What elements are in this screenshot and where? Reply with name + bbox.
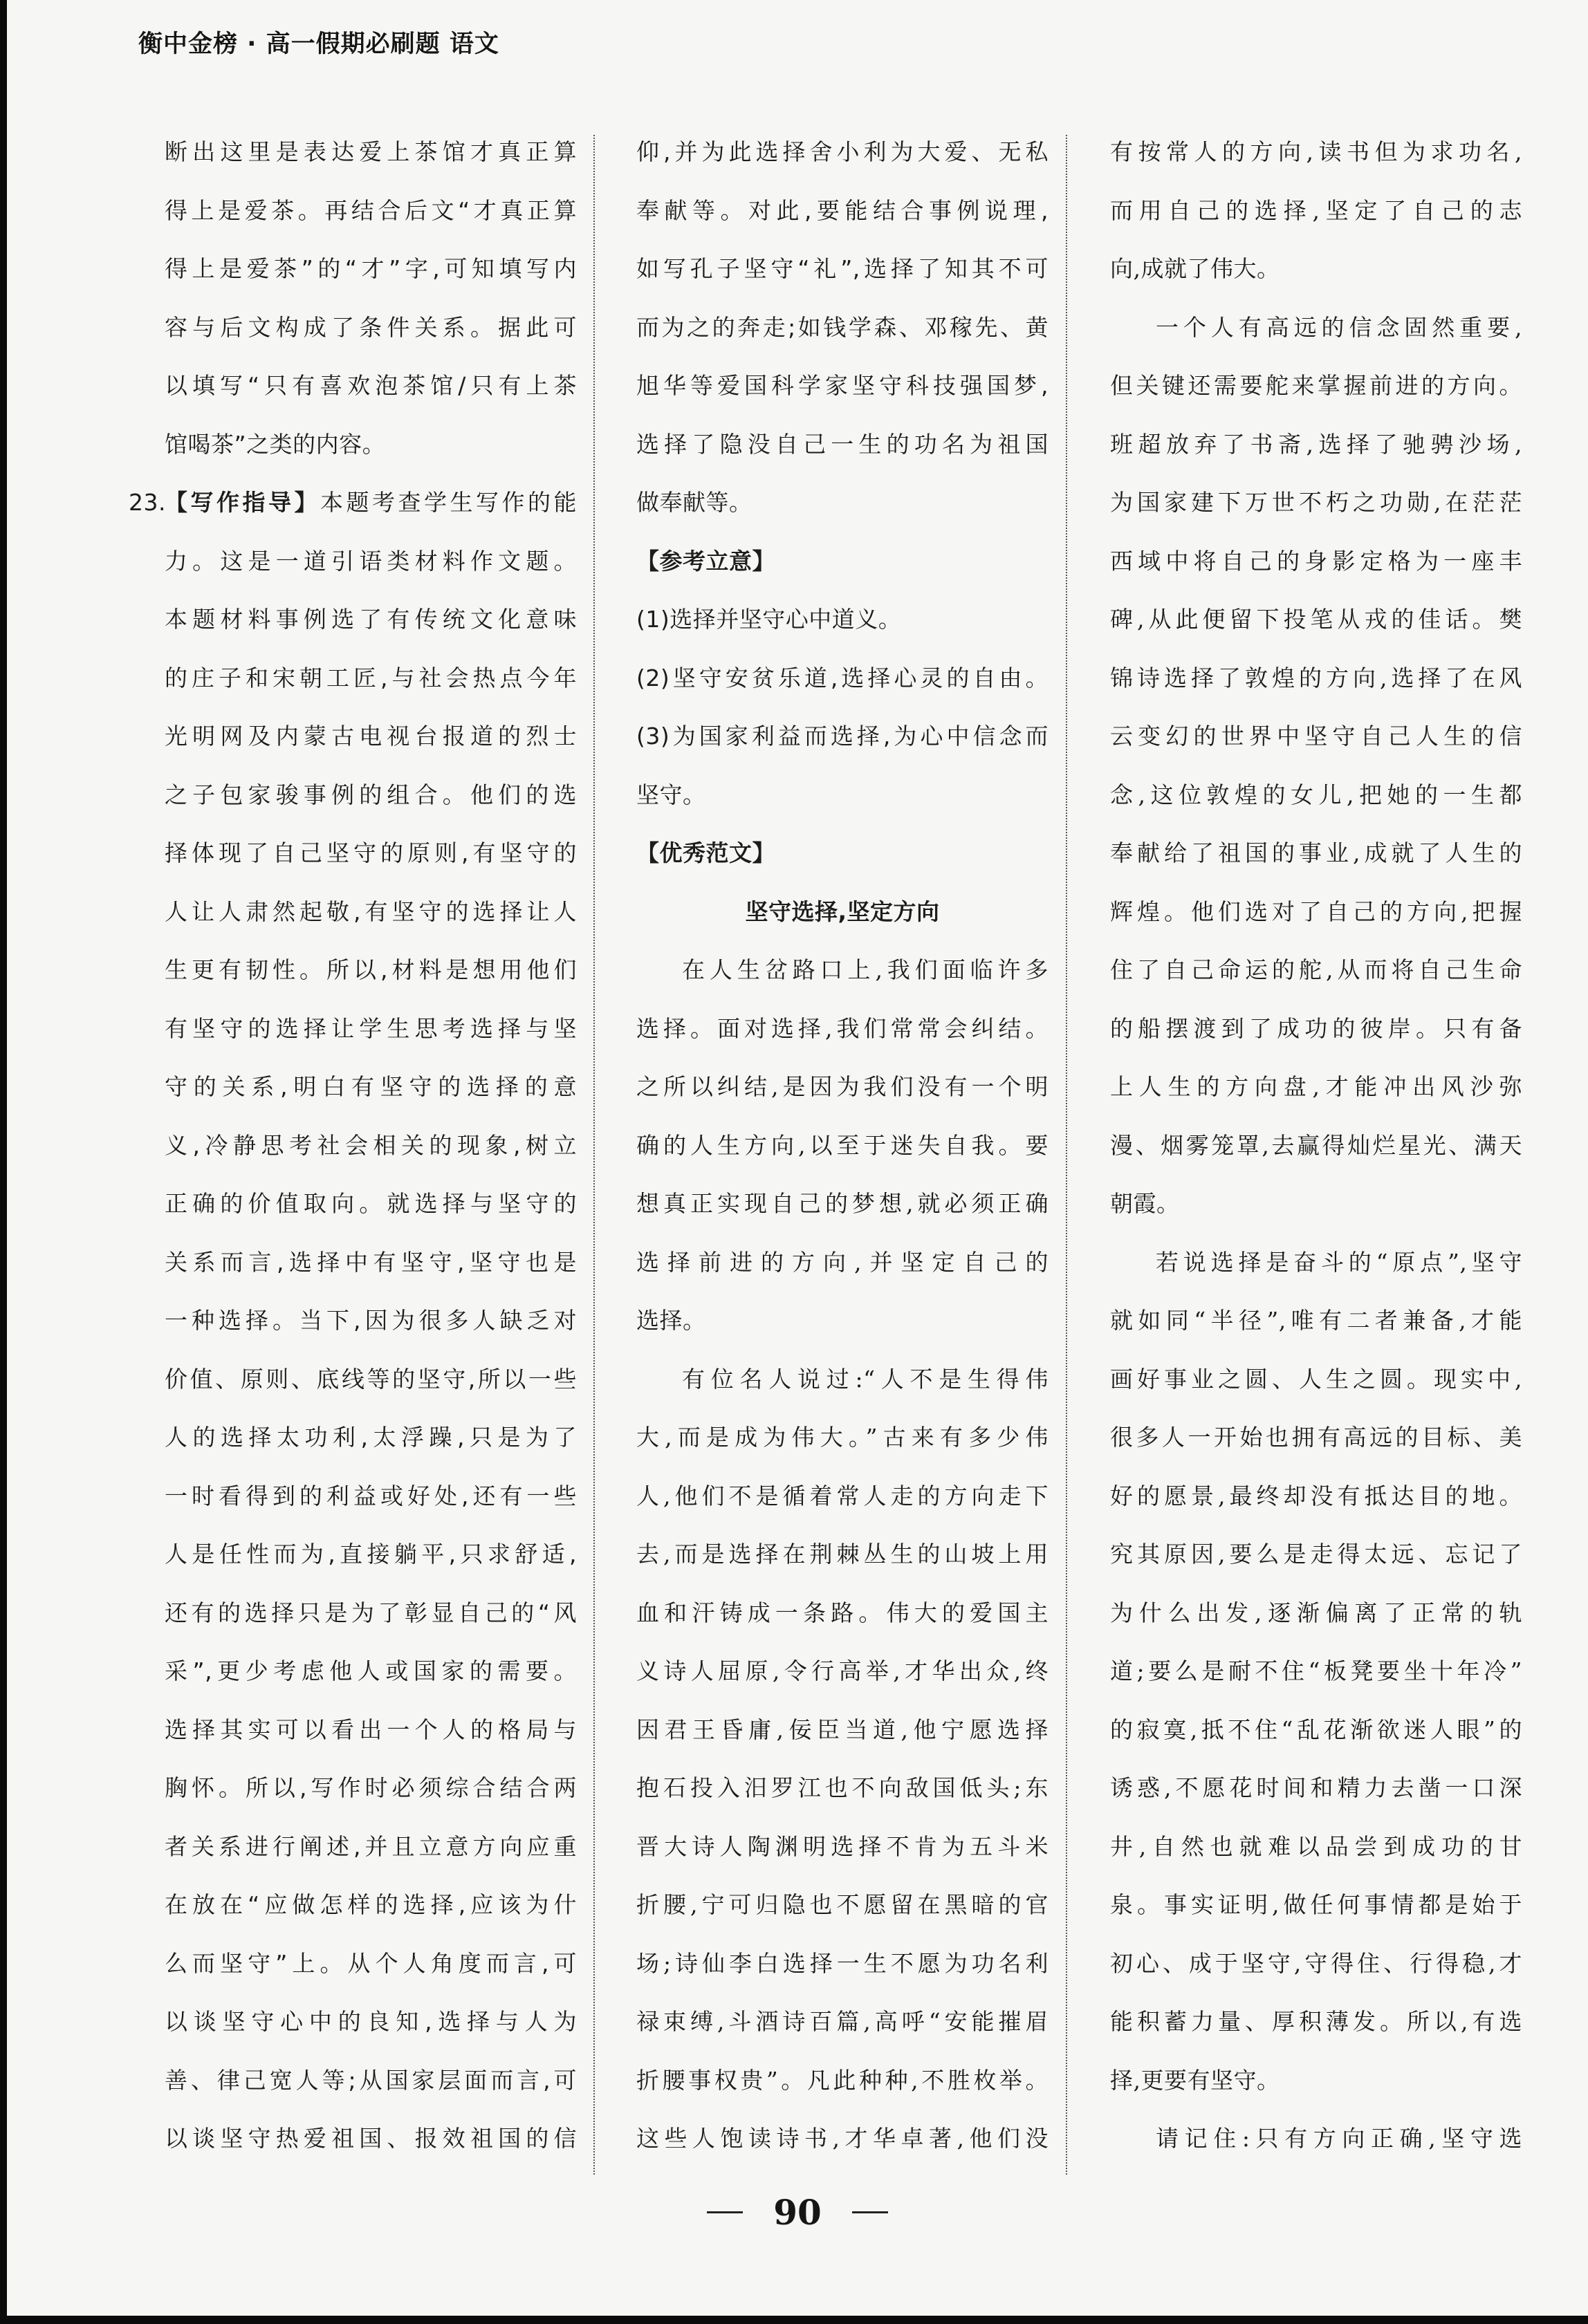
text-line: 抱石投入汨罗江也不向敌国低头;东 [636,1774,1049,1801]
text-line: 但关键还需要舵来掌握前进的方向。 [1110,372,1522,399]
text-line: 生更有韧性。所以,材料是想用他们 [165,956,577,983]
writing-guidance-body [165,532,577,2168]
text-line: 而用自己的选择,坚定了自己的志 [1110,196,1522,224]
text-line: 诱惑,不愿花时间和精力去凿一口深 [1110,1774,1522,1801]
text-line: 择,更要有坚守。 [1110,2066,1280,2094]
text-line: 这些人饱读诗书,才华卓著,他们没 [636,2125,1049,2152]
text-line: 胸怀。所以,写作时必须综合结合两 [165,1774,577,1801]
text-line: 上人生的方向盘,才能冲出风沙弥 [1110,1073,1522,1100]
text-line: 能积蓄力量、厚积薄发。所以,有选 [1110,2008,1522,2035]
text-line: 以谈坚守热爱祖国、报效祖国的信 [165,2125,577,2152]
text-line: 有位名人说过:“人不是生得伟 [682,1365,1049,1393]
question-23-text: 本题考查学生写作的能 [320,489,577,516]
text-line: 西域中将自己的身影定格为一座丰 [1110,547,1522,575]
question-23-first-line [129,474,577,532]
text-line: 一种选择。当下,因为很多人缺乏对 [165,1307,577,1334]
text-line: 为国家建下万世不朽之功勋,在茫茫 [1110,489,1522,516]
text-line: 请记住:只有方向正确,坚守选 [1156,2125,1522,2152]
answer-22-continuation [165,123,577,474]
text-line: 仰,并为此选择舍小利为大爱、无私 [636,138,1049,165]
text-line: 义,冷静思考社会相关的现象,树立 [165,1131,577,1159]
text-line: 禄束缚,斗酒诗百篇,高呼“安能摧眉 [636,2008,1049,2035]
reference-ideas-list [636,591,1049,824]
running-header: 衡中金榜 · 高一假期必刷题 语文 [138,30,499,58]
sample-essay-body [636,941,1049,2168]
text-line: 人,他们不是循着常人走的方向走下 [636,1482,1049,1509]
text-line: 关系而言,选择中有坚守,坚守也是 [165,1248,577,1276]
text-line: 正确的价值取向。就选择与坚守的 [165,1190,577,1217]
text-line: 得上是爱茶。再结合后文“才真正算 [165,196,577,224]
text-line: 在人生岔路口上,我们面临许多 [682,956,1049,983]
text-line: 断出这里是表达爱上茶馆才真正算 [165,138,577,165]
section-tag-writing-guidance: 【写作指导】 [165,489,320,516]
text-line: 做奉献等。 [636,489,753,516]
text-line: 容与后文构成了条件关系。据此可 [165,313,577,341]
text-line: 若说选择是奋斗的“原点”,坚守 [1156,1248,1522,1276]
text-line: 之子包家骏事例的组合。他们的选 [165,781,577,808]
text-line: 折腰,宁可归隐也不愿留在黑暗的官 [636,1891,1049,1918]
section-tag-reference-ideas: 【参考立意】 [636,547,775,575]
text-line: 就如同“半径”,唯有二者兼备,才能 [1110,1307,1522,1334]
text-line: 的庄子和宋朝工匠,与社会热点今年 [165,664,577,691]
text-line: 为什么出发,逐渐偏离了正常的轨 [1110,1599,1522,1626]
text-line: 晋大诗人陶渊明选择不肯为五斗米 [636,1832,1049,1860]
text-line: 馆喝茶”之类的内容。 [165,430,386,458]
text-line: 锦诗选择了敦煌的方向,选择了在风 [1110,664,1522,691]
text-line: 选择其实可以看出一个人的格局与 [165,1716,577,1743]
text-line: 善、律己宽人等;从国家层面而言,可 [165,2066,577,2094]
text-line: 住了自己命运的舵,从而将自己生命 [1110,956,1522,983]
text-line: 选择前进的方向,并坚定自己的 [636,1248,1049,1276]
text-line: 很多人一开始也拥有高远的目标、美 [1110,1424,1522,1451]
column-left [129,123,577,2168]
column-right [1110,123,1522,2168]
text-line: 以填写“只有喜欢泡茶馆/只有上茶 [165,372,577,399]
text-line: 在放在“应做怎样的选择,应该为什 [165,1891,577,1918]
scan-border-left [0,0,7,2324]
text-line: 念,这位敦煌的女儿,把她的一生都 [1110,781,1522,808]
text-line: 有按常人的方向,读书但为求功名, [1110,138,1522,165]
text-line: 漫、烟雾笼罩,去赢得灿烂星光、满天 [1110,1131,1522,1159]
text-line: 选择。 [636,1307,706,1334]
text-line: 而为之的奔走;如钱学森、邓稼先、黄 [636,313,1049,341]
text-line: 班超放弃了书斋,选择了驰骋沙场, [1110,430,1522,458]
text-line: 好的愿景,最终却没有抵达目的地。 [1110,1482,1522,1509]
text-line: 光明网及内蒙古电视台报道的烈士 [165,723,577,750]
text-line: 云变幻的世界中坚守自己人生的信 [1110,723,1522,750]
text-line: 人是任性而为,直接躺平,只求舒适, [165,1541,577,1568]
text-line: 道;要么是耐不住“板凳要坐十年冷” [1110,1657,1522,1684]
text-line: 选择。面对选择,我们常常会纠结。 [636,1014,1049,1042]
text-line: 场;诗仙李白选择一生不愿为功名利 [636,1949,1049,1977]
question-number: 23. [129,489,166,516]
text-line: 坚守。 [636,781,706,808]
document-page [7,0,1588,2316]
text-line: 价值、原则、底线等的坚守,所以一些 [165,1365,577,1393]
essay-title: 坚守选择,坚定方向 [745,898,940,925]
text-line: 向,成就了伟大。 [1110,255,1280,282]
text-line: 的船摆渡到了成功的彼岸。只有备 [1110,1014,1522,1042]
text-line: 守的关系,明白有坚守的选择的意 [165,1073,577,1100]
text-line: 本题材料事例选了有传统文化意味 [165,606,577,633]
text-line: 泉。事实证明,做任何事情都是始于 [1110,1891,1522,1918]
text-line: (3)为国家利益而选择,为心中信念而 [636,723,1049,750]
text-line: 朝霞。 [1110,1190,1180,1217]
text-line: 奉献等。对此,要能结合事例说理, [636,196,1049,224]
text-line: 一个人有高远的信念固然重要, [1156,313,1522,341]
text-line: 旭华等爱国科学家坚守科技强国梦, [636,372,1049,399]
text-line: 得上是爱茶”的“才”字,可知填写内 [165,255,577,282]
text-line: 人的选择太功利,太浮躁,只是为了 [165,1424,577,1451]
text-line: (2)坚守安贫乐道,选择心灵的自由。 [636,664,1049,691]
footer-dash-right [852,2211,888,2213]
scan-border-bottom [0,2316,1588,2324]
text-line: 碑,从此便留下投笔从戎的佳话。樊 [1110,606,1522,633]
text-line: 初心、成于坚守,守得住、行得稳,才 [1110,1949,1522,1977]
text-line: (1)选择并坚守心中道义。 [636,606,902,633]
text-line: 择体现了自己坚守的原则,有坚守的 [165,839,577,866]
page-footer [7,2192,1588,2233]
text-line: 力。这是一道引语类材料作文题。 [165,547,577,575]
text-line: 一时看得到的利益或好处,还有一些 [165,1482,577,1509]
text-line: 因君王昏庸,佞臣当道,他宁愿选择 [636,1716,1049,1743]
text-line: 的寂寞,抵不住“乱花渐欲迷人眼”的 [1110,1716,1522,1743]
column-middle [636,123,1049,2168]
text-line: 究其原因,要么是走得太远、忘记了 [1110,1541,1522,1568]
column-divider [1066,135,1067,2175]
text-line: 还有的选择只是为了彰显自己的“风 [165,1599,577,1626]
column-divider [593,135,595,2175]
text-line: 想真正实现自己的梦想,就必须正确 [636,1190,1049,1217]
text-line: 有坚守的选择让学生思考选择与坚 [165,1014,577,1042]
text-line: 画好事业之圆、人生之圆。现实中, [1110,1365,1522,1393]
text-line: 采”,更少考虑他人或国家的需要。 [165,1657,577,1684]
footer-dash-left [707,2211,743,2213]
text-line: 义诗人屈原,令行高举,才华出众,终 [636,1657,1049,1684]
text-line: 人让人肃然起敬,有坚守的选择让人 [165,898,577,925]
text-line: 血和汗铸成一条路。伟大的爱国主 [636,1599,1049,1626]
text-line: 以谈坚守心中的良知,选择与人为 [165,2008,577,2035]
writing-guidance-continuation [636,123,1049,532]
page-number: 90 [773,2192,822,2233]
sample-essay-continuation [1110,123,1522,2168]
text-line: 辉煌。他们选对了自己的方向,把握 [1110,898,1522,925]
text-line: 折腰事权贵”。凡此种种,不胜枚举。 [636,2066,1049,2094]
text-line: 奉献给了祖国的事业,成就了人生的 [1110,839,1522,866]
text-line: 如写孔子坚守“礼”,选择了知其不可 [636,255,1049,282]
text-line: 者关系进行阐述,并且立意方向应重 [165,1832,577,1860]
text-line: 之所以纠结,是因为我们没有一个明 [636,1073,1049,1100]
text-line: 么而坚守”上。从个人角度而言,可 [165,1949,577,1977]
text-line: 井,自然也就难以品尝到成功的甘 [1110,1832,1522,1860]
section-tag-sample-essay: 【优秀范文】 [636,839,775,866]
text-line: 去,而是选择在荆棘丛生的山坡上用 [636,1541,1049,1568]
text-line: 确的人生方向,以至于迷失自我。要 [636,1131,1049,1159]
text-line: 选择了隐没自己一生的功名为祖国 [636,430,1049,458]
text-line: 大,而是成为伟大。”古来有多少伟 [636,1424,1049,1451]
